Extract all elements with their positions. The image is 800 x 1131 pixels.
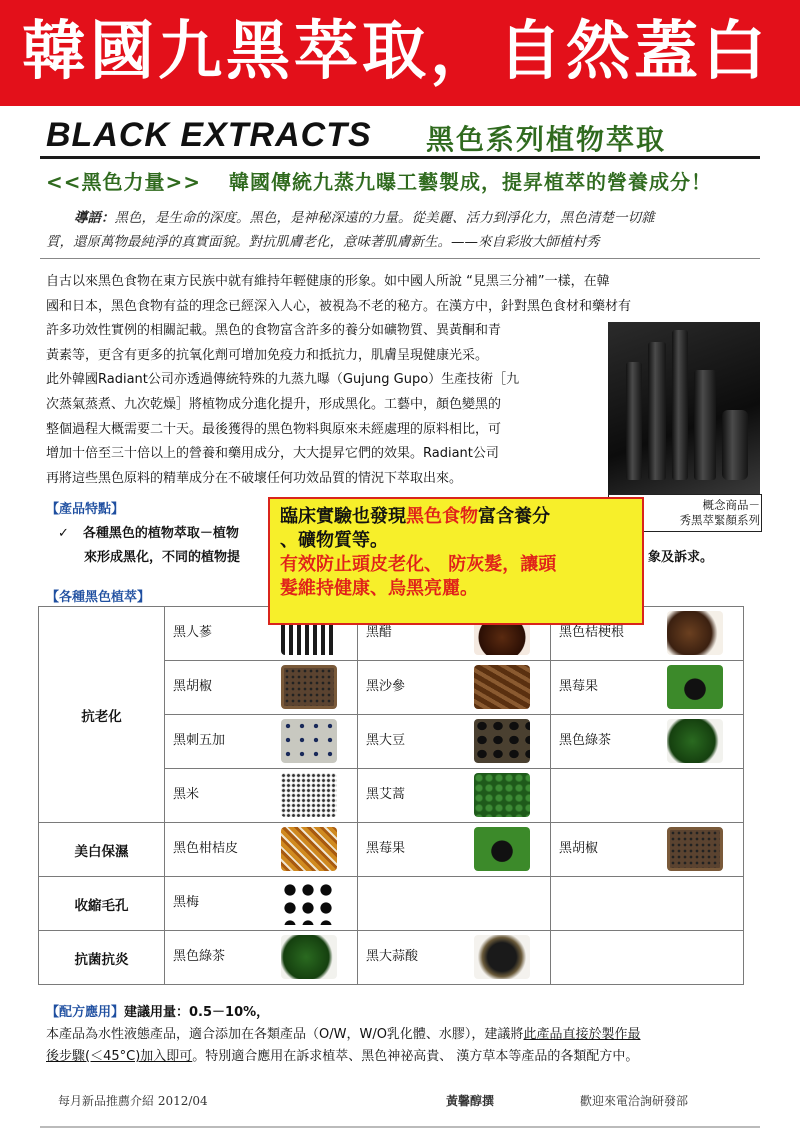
product-photo xyxy=(608,322,760,494)
feature-line-1: 各種黑色的植物萃取－植物 xyxy=(82,526,239,541)
body-line: 次蒸氣蒸煮、九次乾燥］將植物成分進化提升，形成黑化。工藝中，顏色變黑的 xyxy=(46,396,502,412)
herb-name: 黑色桔梗根 xyxy=(559,625,625,640)
intro-label: 導語： xyxy=(74,210,115,226)
table-row xyxy=(39,877,744,931)
herb-photo xyxy=(281,773,337,817)
herb-photo xyxy=(281,827,337,871)
herb-photo xyxy=(667,611,723,655)
callout-text: 富含養分 xyxy=(478,506,550,527)
footer-author: 黃馨醇撰 xyxy=(446,1094,495,1108)
herb-photo xyxy=(667,719,723,763)
features-list xyxy=(58,522,240,570)
herb-photo xyxy=(667,827,723,871)
callout-line-4: 髮維持健康、烏黑亮麗。 xyxy=(280,578,478,599)
english-title: BLACK EXTRACTS xyxy=(46,116,372,154)
formula-text: 。特別適合應用在訴求植萃、黑色神祕高貴、 漢方草本等產品的各類配方中。 xyxy=(192,1049,639,1064)
herb-name: 黑人蔘 xyxy=(173,625,213,640)
herb-photo xyxy=(281,719,337,763)
features-label: 【產品特點】 xyxy=(46,502,125,517)
intro-line-1: 黑色，是生命的深度。黑色，是神秘深遠的力量。從美麗、活力到淨化力，黑色清楚一切雜 xyxy=(114,210,655,226)
herb-name: 黑醋 xyxy=(366,625,393,640)
empty-cell xyxy=(551,877,744,931)
formula-underline: 後步驟(＜45°C)加入即可 xyxy=(46,1049,193,1064)
banner-title: 韓國九黑萃取，自然蓋白 xyxy=(22,15,770,89)
body-line: 自古以來黑色食物在東方民族中就有維持年輕健康的形象。如中國人所說 “見黑三分補”一樣，在韓 xyxy=(46,274,610,289)
chinese-title: 黑色系列植物萃取 xyxy=(426,123,667,156)
herb-name: 黑莓果 xyxy=(559,679,599,694)
body-line: 此外韓國Radiant公司亦透過傳統特殊的九蒸九曝（Gujung Gupo）生產技術［九 xyxy=(46,372,520,388)
callout-text: 臨床實驗也發現 xyxy=(280,506,406,527)
herb-name: 黑色柑桔皮 xyxy=(173,841,239,856)
herb-name: 黑莓果 xyxy=(366,841,406,856)
herb-photo xyxy=(474,935,530,979)
herb-name: 黑胡椒 xyxy=(173,679,213,694)
body-line: 黃素等，更含有更多的抗氧化劑可增加免疫力和抵抗力，肌膚呈現健康光采。 xyxy=(46,347,489,363)
body-line: 許多功效性實例的相關記載。黑色的食物富含許多的養分如礦物質、異黃酮和青 xyxy=(46,323,502,339)
body-line: 整個過程大概需要二十天。最後獲得的黑色物料與原來未經處理的原料相比，可 xyxy=(46,421,502,437)
footer-divider xyxy=(40,1126,760,1128)
subtitle-text: 韓國傳統九蒸九曝工藝製成，提昇植萃的營養成分！ xyxy=(229,170,712,194)
formula-underline: 此產品直接於製作最 xyxy=(523,1027,641,1042)
footer-contact: 歡迎來電洽詢研發部 xyxy=(580,1094,689,1108)
empty-cell xyxy=(551,931,744,985)
herb-name: 黑胡椒 xyxy=(559,841,599,856)
subtitle xyxy=(46,166,712,195)
herb-photo xyxy=(474,665,530,709)
herb-name: 黑艾蒿 xyxy=(366,787,406,802)
herb-photo xyxy=(474,719,530,763)
clinical-callout xyxy=(268,497,644,625)
header-banner xyxy=(0,0,800,106)
herb-photo xyxy=(281,881,337,925)
table-row xyxy=(39,931,744,985)
herb-name: 黑大豆 xyxy=(366,733,406,748)
herb-name: 黑沙參 xyxy=(366,679,406,694)
intro-divider xyxy=(40,258,760,259)
callout-highlight: 黑色食物 xyxy=(406,506,478,527)
category-whitening: 美白保濕 xyxy=(39,823,165,877)
intro-line-2: 質，還原萬物最純淨的真實面貌。對抗肌膚老化，意味著肌膚新生。——來自彩妝大師植村秀 xyxy=(46,234,600,250)
footer-date: 每月新品推薦介紹 2012/04 xyxy=(58,1094,208,1108)
intro-paragraph xyxy=(46,206,762,254)
herb-name: 黑米 xyxy=(173,787,200,802)
check-icon: ✓ xyxy=(58,526,69,541)
herb-photo xyxy=(474,827,530,871)
category-antibacterial: 抗菌抗炎 xyxy=(39,931,165,985)
herb-photo xyxy=(281,665,337,709)
herb-name: 黑梅 xyxy=(173,895,200,910)
feature-line-2: 來形成黑化，不同的植物提 xyxy=(84,550,241,565)
herbs-label: 【各種黑色植萃】 xyxy=(46,590,151,605)
formula-label: 【配方應用】 xyxy=(46,1005,125,1020)
body-line: 再將這些黑色原料的精華成分在不破壞任何功效品質的情況下萃取出來。 xyxy=(46,470,463,486)
herb-name: 黑色綠茶 xyxy=(173,949,226,964)
caption-line-2: 秀黑萃緊顏系列 xyxy=(679,513,760,527)
callout-line-2: 、礦物質等。 xyxy=(280,530,388,551)
formula-section xyxy=(46,1002,640,1068)
herb-photo xyxy=(281,935,337,979)
callout-line-3: 有效防止頭皮老化、 防灰髮，讓頭 xyxy=(280,554,557,575)
body-line: 增加十倍至三十倍以上的營養和藥用成分，大大提昇它們的效果。Radiant公司 xyxy=(46,446,499,462)
subtitle-tag: <<黑色力量>> xyxy=(46,170,202,194)
herb-photo xyxy=(667,665,723,709)
empty-cell xyxy=(358,877,551,931)
formula-text: 本產品為水性液態產品，適合添加在各類產品（O/W，W/O乳化體、水膠），建議將 xyxy=(46,1027,524,1042)
category-anti-aging: 抗老化 xyxy=(39,607,165,823)
feature-line-end: 象及訴求。 xyxy=(648,550,714,565)
herb-photo xyxy=(474,773,530,817)
herb-table xyxy=(38,606,744,985)
herb-name: 黑刺五加 xyxy=(173,733,226,748)
body-line: 國和日本，黑色食物有益的理念已經深入人心，被視為不老的秘方。在漢方中，針對黑色食材和藥材有 xyxy=(46,298,632,314)
category-pores: 收縮毛孔 xyxy=(39,877,165,931)
body-text xyxy=(46,270,631,491)
formula-dose: 建議用量：0.5－10%， xyxy=(124,1005,270,1020)
herb-name: 黑大蒜酸 xyxy=(366,949,419,964)
empty-cell xyxy=(551,769,744,823)
title-divider xyxy=(40,156,760,159)
table-row xyxy=(39,823,744,877)
herb-name: 黑色綠茶 xyxy=(559,733,612,748)
caption-line-1: 概念商品－ xyxy=(702,498,760,512)
